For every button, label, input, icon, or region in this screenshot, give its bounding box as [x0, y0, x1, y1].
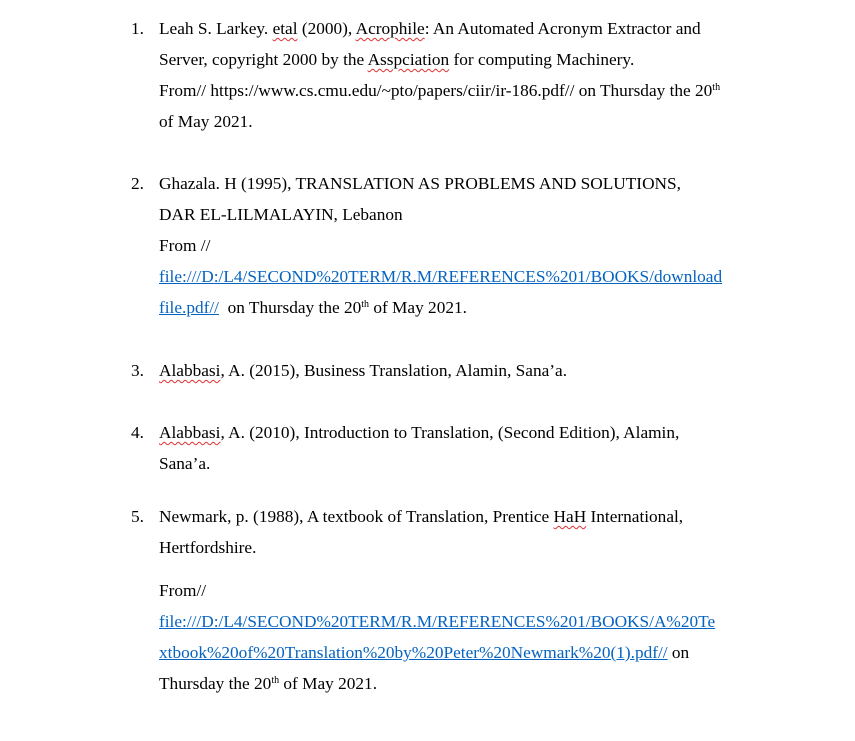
text-run: (2000), [297, 19, 356, 38]
text-run: of May 2021. [279, 674, 378, 693]
text-line [159, 261, 759, 292]
list-number: 4. [131, 423, 144, 442]
ordinal-superscript: th [361, 299, 370, 310]
text-run: on Thursday the 20 [219, 298, 362, 317]
ordinal-superscript: th [712, 82, 721, 93]
text-run: , A. (2015), Business Translation, Alamin, Sana’a. [220, 361, 568, 380]
hyperlink[interactable]: file:///D:/L4/SECOND%20TERM/R.M/REFERENCES%201/BOOKS/A%20Te [159, 612, 716, 631]
text-run: Server, copyright 2000 by the [159, 50, 368, 69]
reference-text [159, 417, 759, 479]
text-line: From// [159, 581, 207, 600]
text-run: of May 2021. [369, 298, 467, 317]
text-line: Hertfordshire. [159, 538, 257, 557]
text-line [159, 417, 759, 448]
text-line [159, 44, 759, 75]
text-line: Sana’a. [159, 454, 211, 473]
misspelled-word[interactable]: HaH [553, 507, 587, 526]
text-run: , A. (2010), Introduction to Translation, (Second Edition), Alamin, [220, 423, 680, 442]
text-line [159, 637, 759, 668]
text-line [159, 355, 759, 386]
text-run: on [667, 643, 690, 662]
misspelled-word[interactable]: Alabbasi [159, 423, 221, 442]
text-line [159, 668, 759, 699]
text-run: : An Automated Acronym Extractor and [424, 19, 701, 38]
reference-text [159, 168, 759, 323]
text-run: Leah S. Larkey. [159, 19, 273, 38]
list-number: 3. [131, 361, 144, 380]
list-number: 5. [131, 507, 144, 526]
hyperlink[interactable]: file.pdf// [159, 298, 219, 317]
text-line [159, 292, 759, 323]
text-run: International, [586, 507, 684, 526]
text-run: Thursday the 20 [159, 674, 272, 693]
text-line [159, 75, 759, 106]
reference-text [159, 13, 759, 137]
text-line [159, 13, 759, 44]
text-line: Ghazala. H (1995), TRANSLATION AS PROBLEMS AND SOLUTIONS, [159, 174, 681, 193]
misspelled-word[interactable]: Acrophile [355, 19, 425, 38]
text-line: of May 2021. [159, 112, 253, 131]
ordinal-superscript: th [271, 675, 280, 686]
text-run: for computing Machinery. [449, 50, 635, 69]
text-run: Newmark, p. (1988), A textbook of Translation, Prentice [159, 507, 554, 526]
text-line: DAR EL-LILMALAYIN, Lebanon [159, 205, 403, 224]
hyperlink[interactable]: xtbook%20of%20Translation%20by%20Peter%20Newmark%20(1).pdf// [159, 643, 668, 662]
hyperlink[interactable]: file:///D:/L4/SECOND%20TERM/R.M/REFERENCES%201/BOOKS/download [159, 267, 723, 286]
list-number: 2. [131, 174, 144, 193]
misspelled-word[interactable]: Asspciation [367, 50, 450, 69]
text-run: From// https://www.cs.cmu.edu/~pto/papers/ciir/ir-186.pdf// on Thursday the 20 [159, 81, 713, 100]
reference-text [159, 501, 759, 699]
list-number: 1. [131, 19, 144, 38]
text-line [159, 501, 759, 532]
text-line [159, 606, 759, 637]
text-line: From // [159, 236, 211, 255]
reference-text [159, 355, 759, 386]
misspelled-word[interactable]: etal [272, 19, 298, 38]
misspelled-word[interactable]: Alabbasi [159, 361, 221, 380]
